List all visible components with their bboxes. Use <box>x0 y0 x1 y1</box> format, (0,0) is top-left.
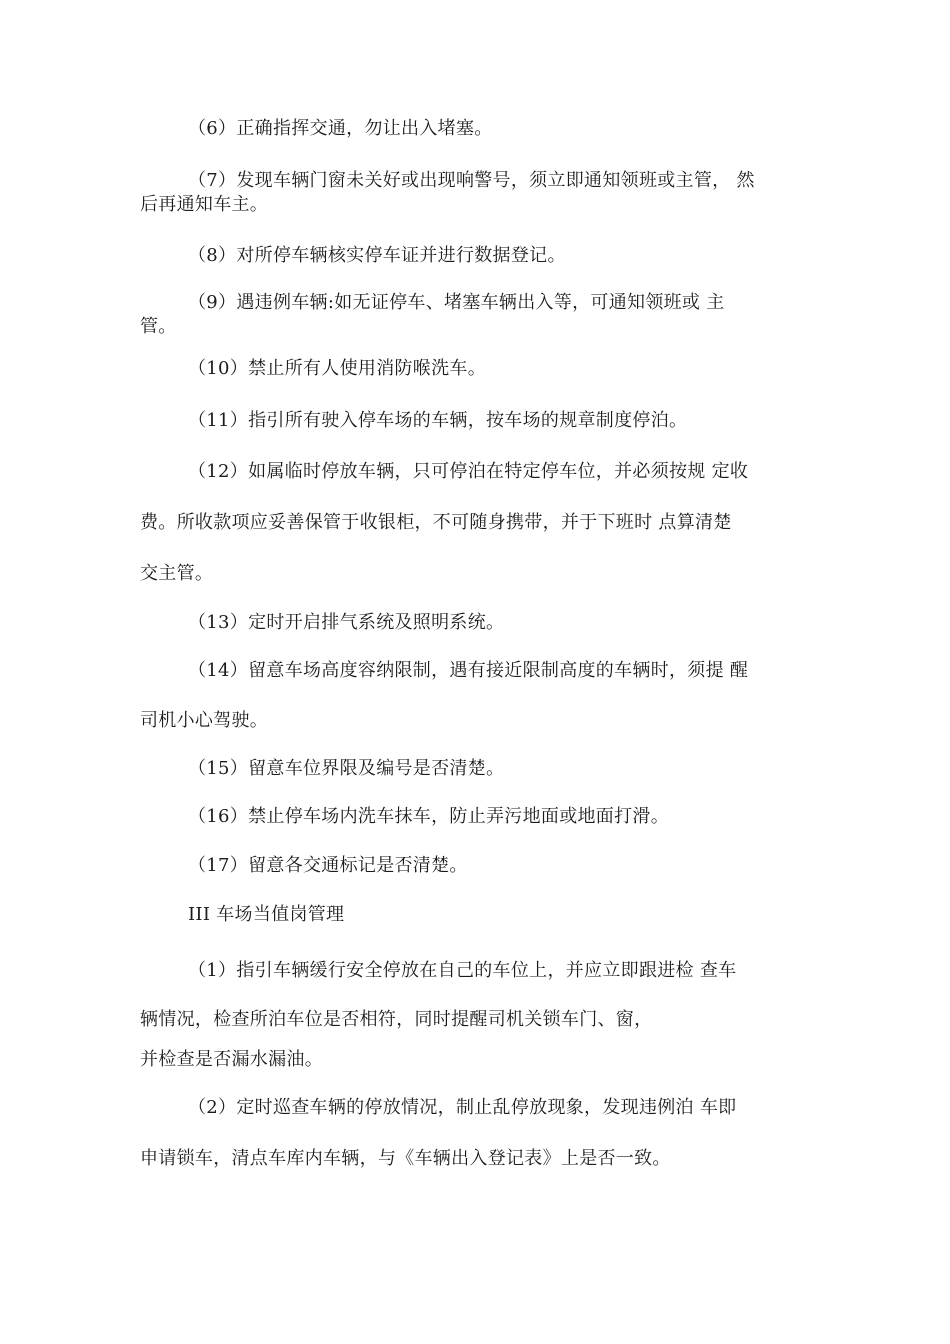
paragraph-item-13: （13）定时开启排气系统及照明系统。 <box>188 612 505 633</box>
paragraph-item-8: （8）对所停车辆核实停车证并进行数据登记。 <box>188 245 566 266</box>
paragraph-section3-item-1-line-2: 辆情况，检查所泊车位是否相符，同时提醒司机关锁车门、窗， <box>140 1009 653 1030</box>
paragraph-item-17: （17）留意各交通标记是否清楚。 <box>188 855 468 876</box>
paragraph-item-9-line-2: 管。 <box>140 316 177 337</box>
paragraph-item-12-line-1: （12）如属临时停放车辆，只可停泊在特定停车位，并必须按规 定收 <box>188 461 749 482</box>
paragraph-item-14-line-1: （14）留意车场高度容纳限制，遇有接近限制高度的车辆时，须提 醒 <box>188 660 749 681</box>
paragraph-item-6: （6）正确指挥交通，勿让出入堵塞。 <box>188 118 493 139</box>
paragraph-section3-item-1-line-1: （1）指引车辆缓行安全停放在自己的车位上，并应立即跟进检 查车 <box>188 960 737 981</box>
section-heading-iii: III 车场当值岗管理 <box>188 904 345 925</box>
paragraph-section3-item-2-line-1: （2）定时巡查车辆的停放情况，制止乱停放现象，发现违例泊 车即 <box>188 1097 737 1118</box>
paragraph-item-12-line-3: 交主管。 <box>140 563 214 584</box>
paragraph-section3-item-2-line-2: 申请锁车，清点车库内车辆，与《车辆出入登记表》上是否一致。 <box>140 1148 671 1169</box>
paragraph-item-16: （16）禁止停车场内洗车抹车，防止弄污地面或地面打滑。 <box>188 806 670 827</box>
paragraph-item-7-line-2: 后再通知车主。 <box>140 194 269 215</box>
paragraph-item-7-line-1: （7）发现车辆门窗未关好或出现响警号，须立即通知领班或主管， 然 <box>188 170 755 191</box>
paragraph-item-10: （10）禁止所有人使用消防喉洗车。 <box>188 358 487 379</box>
paragraph-item-9-line-1: （9）遇违例车辆:如无证停车、堵塞车辆出入等，可通知领班或 主 <box>188 292 725 313</box>
paragraph-section3-item-1-line-3: 并检查是否漏水漏油。 <box>140 1049 323 1070</box>
paragraph-item-15: （15）留意车位界限及编号是否清楚。 <box>188 758 505 779</box>
paragraph-item-12-line-2: 费。所收款项应妥善保管于收银柜，不可随身携带，并于下班时 点算清楚 <box>140 512 732 533</box>
paragraph-item-14-line-2: 司机小心驾驶。 <box>140 710 269 731</box>
paragraph-item-11: （11）指引所有驶入停车场的车辆，按车场的规章制度停泊。 <box>188 410 688 431</box>
